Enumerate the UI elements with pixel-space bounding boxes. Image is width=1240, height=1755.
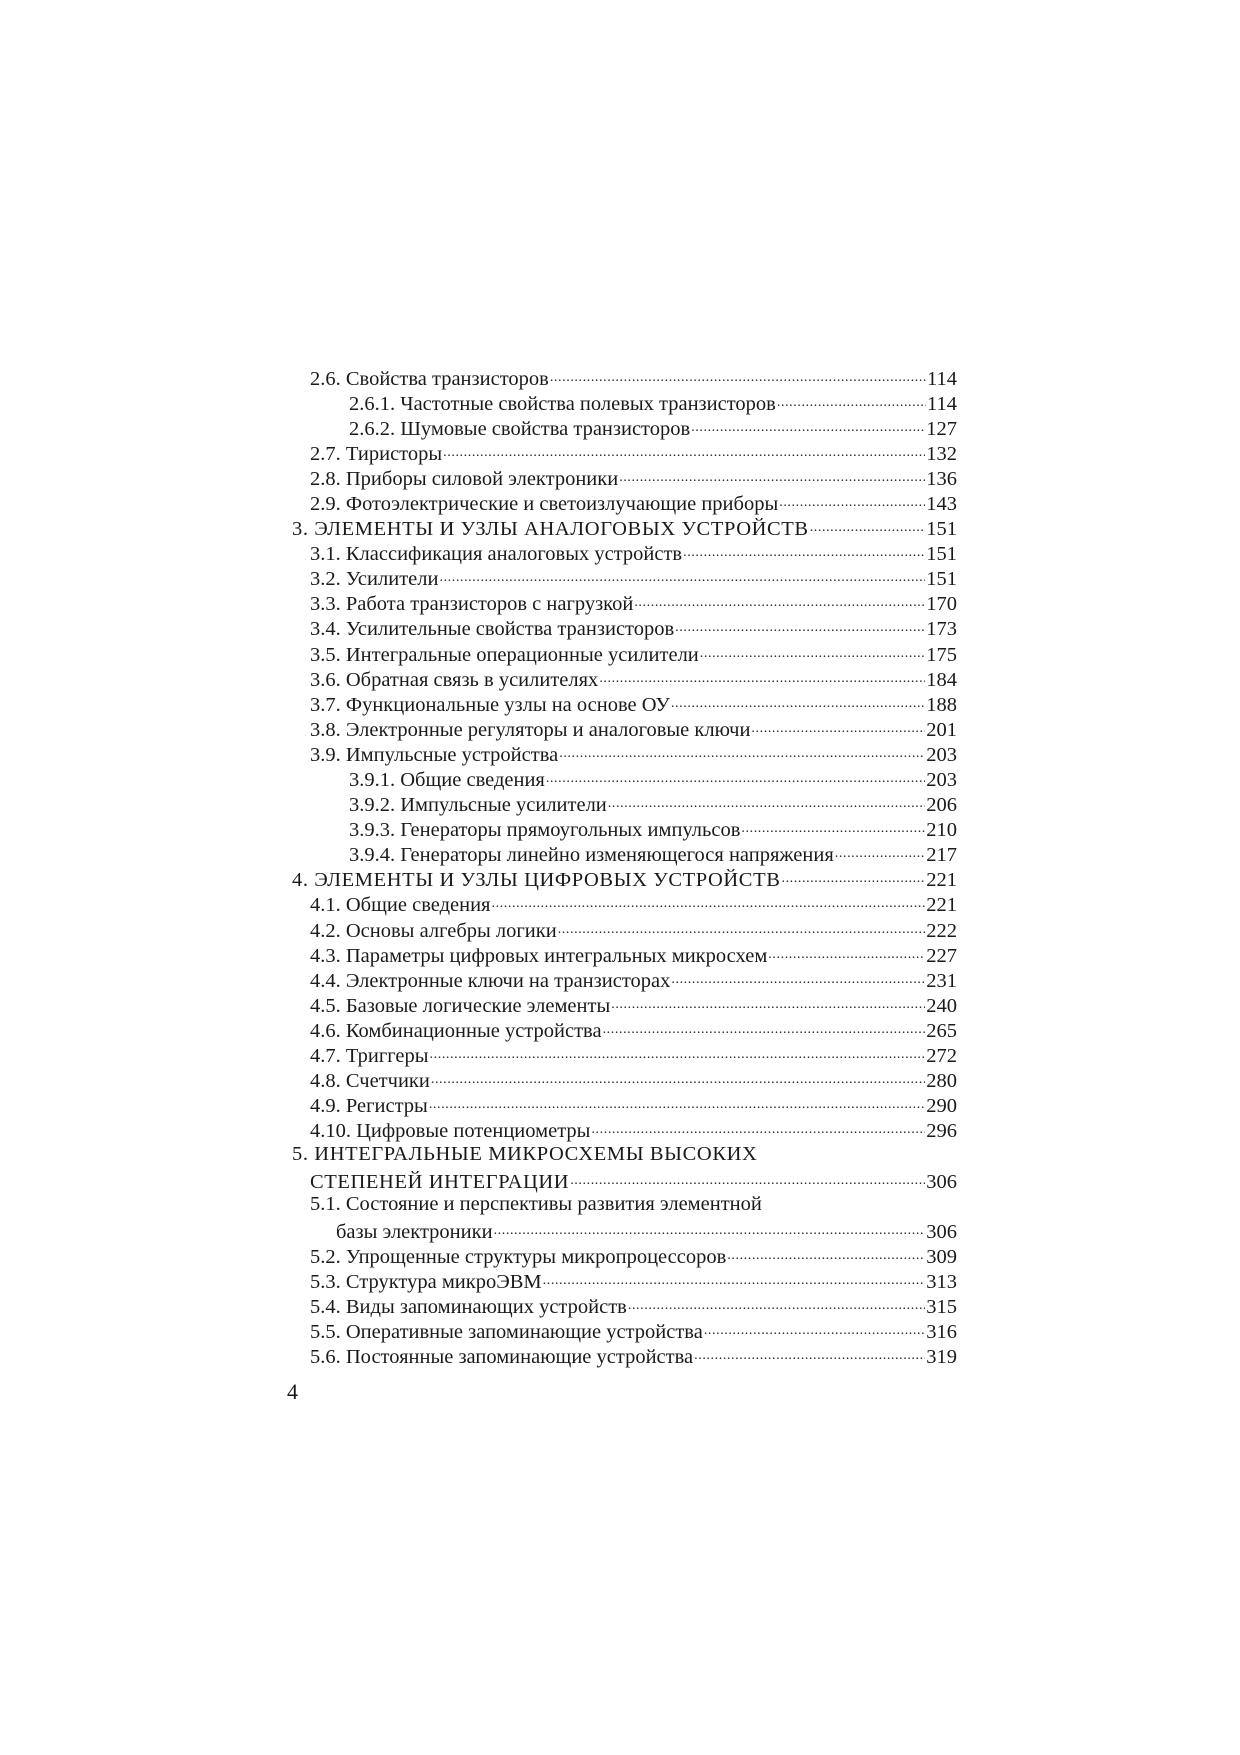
toc-entry [292,1092,957,1117]
toc-entry-leader-dots [558,916,926,937]
toc-entry-leader-dots [751,715,925,736]
toc-entry-leader-dots [768,941,925,962]
toc-entry [292,1117,957,1142]
toc-entry-title: 4.4. Электронные ключи на транзисторах [310,969,671,992]
toc-entry-title: 4.9. Регистры [310,1095,428,1118]
toc-entry-page: 306 [926,1170,957,1193]
toc-entry-title: 4.8. Счетчики [310,1070,430,1093]
toc-entry-page: 203 [926,743,957,766]
toc-entry-title: 5.2. Упрощенные структуры микропроцессоров [310,1245,727,1268]
toc-entry-leader-dots [810,515,926,536]
toc-entry-page: 151 [926,543,957,566]
toc-entry-leader-dots [550,364,926,385]
toc-entry [292,715,957,740]
toc-entry-page: 231 [926,969,957,992]
toc-entry-page: 173 [926,618,957,641]
toc-entry-leader-dots [559,740,925,761]
toc-entry-leader-dots [494,1217,926,1238]
toc-entry [292,991,957,1016]
toc-entry-title: 3.9.3. Генераторы прямоугольных импульсов [349,819,741,842]
toc-entry [292,916,957,941]
toc-entry-page: 280 [926,1070,957,1093]
toc-entry-leader-dots [430,1042,926,1063]
toc-entry [292,389,957,414]
toc-entry-title: 4.10. Цифровые потенциометры [310,1120,591,1143]
toc-entry-page: 290 [926,1095,957,1118]
toc-entry-title: 2.6. Свойства транзисторов [310,367,549,390]
toc-entry-leader-dots [683,540,925,561]
toc-entry-title: СТЕПЕНЕЙ ИНТЕГРАЦИИ [310,1170,570,1193]
toc-entry-title: 5.6. Постоянные запоминающие устройства [310,1346,694,1369]
toc-entry-leader-dots [603,1016,926,1037]
toc-entry-leader-dots [546,766,925,787]
toc-entry [292,364,957,389]
toc-entry-title: 5.3. Структура микроЭВМ [310,1270,542,1293]
toc-entry-page: 316 [926,1321,957,1344]
toc-entry-page: 221 [926,894,957,917]
toc-entry-page: 170 [926,593,957,616]
toc-entry-title: 2.9. Фотоэлектрические и светоизлучающие приборы [310,492,779,515]
toc-entry [292,1067,957,1092]
toc-entry [292,766,957,791]
toc-entry [292,414,957,439]
toc-entry-leader-dots [691,414,925,435]
toc-entry [292,1343,957,1368]
toc-entry-title: 4.6. Комбинационные устройства [310,1019,602,1042]
toc-entry-page: 206 [926,794,957,817]
toc-entry-title: 3.2. Усилители [310,568,439,591]
toc-entry [292,1242,957,1267]
toc-entry-leader-dots [431,1067,925,1088]
toc-entry-leader-dots [443,439,925,460]
toc-entry-leader-dots [491,891,925,912]
toc-entry-page: 132 [926,442,957,465]
toc-entry-leader-dots [570,1167,925,1188]
toc-entry-page: 184 [926,668,957,691]
toc-entry-page: 296 [926,1120,957,1143]
toc-entry [292,590,957,615]
toc-entry-page: 188 [926,693,957,716]
toc-entry [292,540,957,565]
toc-entry-title: 4.5. Базовые логические элементы [310,994,611,1017]
toc-entry-page: 221 [926,869,957,892]
toc-entry-leader-dots [619,464,925,485]
toc-entry-page: 151 [926,568,957,591]
page-number: 4 [287,1379,298,1404]
toc-entry-title: 2.7. Тиристоры [310,442,443,465]
toc-entry [292,1267,957,1292]
toc-entry [292,816,957,841]
toc-entry-page: 151 [926,518,957,541]
toc-entry [292,640,957,665]
toc-entry [292,866,957,891]
toc-entry-page: 319 [926,1346,957,1369]
toc-entry-title: 2.6.1. Частотные свойства полевых транзисторов [349,392,776,415]
toc-entry-leader-dots [727,1242,925,1263]
toc-entry-leader-dots [694,1343,925,1364]
toc-entry-page: 143 [926,492,957,515]
toc-entry [292,615,957,640]
toc-entry-page: 203 [926,769,957,791]
toc-entry [292,1292,957,1317]
toc-entry-title: 5. ИНТЕГРАЛЬНЫЕ МИКРОСХЕМЫ ВЫСОКИХ [292,1142,758,1165]
toc-entry-page: 201 [926,718,957,741]
toc-entry-page: 114 [927,392,957,415]
toc-entry-leader-dots [781,866,925,887]
toc-entry-page: 127 [926,417,957,440]
toc-entry-title: 3.9.4. Генераторы линейно изменяющегося напряжения [349,844,834,867]
toc-entry [292,690,957,715]
toc-entry-title: 2.8. Приборы силовой электроники [310,467,619,490]
toc-entry-page: 222 [926,919,957,942]
toc-entry-leader-dots [429,1092,925,1113]
toc-entry [292,1318,957,1343]
toc-entry-title: 3.5. Интегральные операционные усилители [310,643,699,666]
toc-entry-page: 265 [926,1019,957,1042]
toc-entry-leader-dots [675,615,925,636]
toc-entry-title: 4.7. Триггеры [310,1045,429,1068]
toc-entry [292,740,957,765]
toc-entry-leader-dots [634,590,925,611]
toc-entry-page: 227 [926,944,957,967]
toc-entry-leader-dots [777,389,926,410]
toc-entry-page: 210 [926,819,957,842]
toc-entry [292,1042,957,1067]
toc-entry-page: 313 [926,1270,957,1293]
toc-entry [292,565,957,590]
toc-entry-page: 217 [926,844,957,867]
toc-entry-title: 3. ЭЛЕМЕНТЫ И УЗЛЫ АНАЛОГОВЫХ УСТРОЙСТВ [292,518,809,541]
toc-entry-title: 3.3. Работа транзисторов с нагрузкой [310,593,634,616]
toc-entry-page: 309 [926,1245,957,1268]
toc-entry-title: 5.5. Оперативные запоминающие устройства [310,1321,703,1344]
toc-entry-title: базы электроники [336,1220,493,1243]
toc-entry-leader-dots [671,966,925,987]
toc-entry [292,1142,957,1167]
toc-entry [292,966,957,991]
toc-entry-leader-dots [700,640,925,661]
toc-entry-title: 3.1. Классификация аналоговых устройств [310,543,683,566]
toc-entry-page: 315 [926,1295,957,1318]
toc-entry-title: 5.4. Виды запоминающих устройств [310,1295,627,1318]
toc-entry-title: 3.9.2. Импульсные усилители [349,794,607,817]
table-of-contents [292,364,957,1368]
toc-entry-title: 3.8. Электронные регуляторы и аналоговые ключи [310,718,751,741]
toc-entry-leader-dots [835,841,925,862]
toc-entry [292,791,957,816]
toc-entry [292,489,957,514]
toc-entry [292,515,957,540]
toc-entry-leader-dots [608,791,925,812]
toc-entry-title: 3.9.1. Общие сведения [349,769,545,791]
toc-entry-title: 4.3. Параметры цифровых интегральных микросхем [310,944,768,967]
toc-entry-page: 306 [926,1220,957,1243]
toc-entry [292,841,957,866]
toc-entry-page: 136 [926,467,957,490]
toc-entry [292,1192,957,1217]
toc-entry-title: 3.9. Импульсные устройства [310,743,559,766]
toc-entry-page: 114 [927,367,957,390]
toc-entry-leader-dots [543,1267,926,1288]
toc-entry [292,439,957,464]
toc-entry-leader-dots [591,1117,925,1138]
toc-entry-title: 4. ЭЛЕМЕНТЫ И УЗЛЫ ЦИФРОВЫХ УСТРОЙСТВ [292,869,781,892]
toc-entry-leader-dots [779,489,925,510]
toc-entry-leader-dots [741,816,925,837]
toc-entry-title: 5.1. Состояние и перспективы развития элементной [310,1193,762,1216]
toc-entry [292,464,957,489]
toc-entry [292,665,957,690]
toc-entry-leader-dots [671,690,925,711]
toc-entry-page: 175 [926,643,957,666]
toc-entry-title: 4.1. Общие сведения [310,894,491,917]
toc-entry-leader-dots [611,991,925,1012]
toc-entry-leader-dots [628,1292,925,1313]
toc-entry [292,891,957,916]
toc-entry [292,1217,957,1242]
toc-entry-page: 240 [926,994,957,1017]
toc-entry-title: 3.4. Усилительные свойства транзисторов [310,618,675,641]
toc-entry-page: 272 [926,1045,957,1068]
toc-entry-leader-dots [439,565,925,586]
toc-entry [292,1167,957,1192]
toc-entry-title: 4.2. Основы алгебры логики [310,919,557,942]
toc-entry-leader-dots [704,1318,925,1339]
toc-entry [292,1016,957,1041]
toc-entry-leader-dots [599,665,925,686]
toc-entry-title: 2.6.2. Шумовые свойства транзисторов [349,417,691,440]
toc-entry-title: 3.7. Функциональные узлы на основе ОУ [310,693,670,716]
toc-entry [292,941,957,966]
toc-entry-title: 3.6. Обратная связь в усилителях [310,668,599,691]
